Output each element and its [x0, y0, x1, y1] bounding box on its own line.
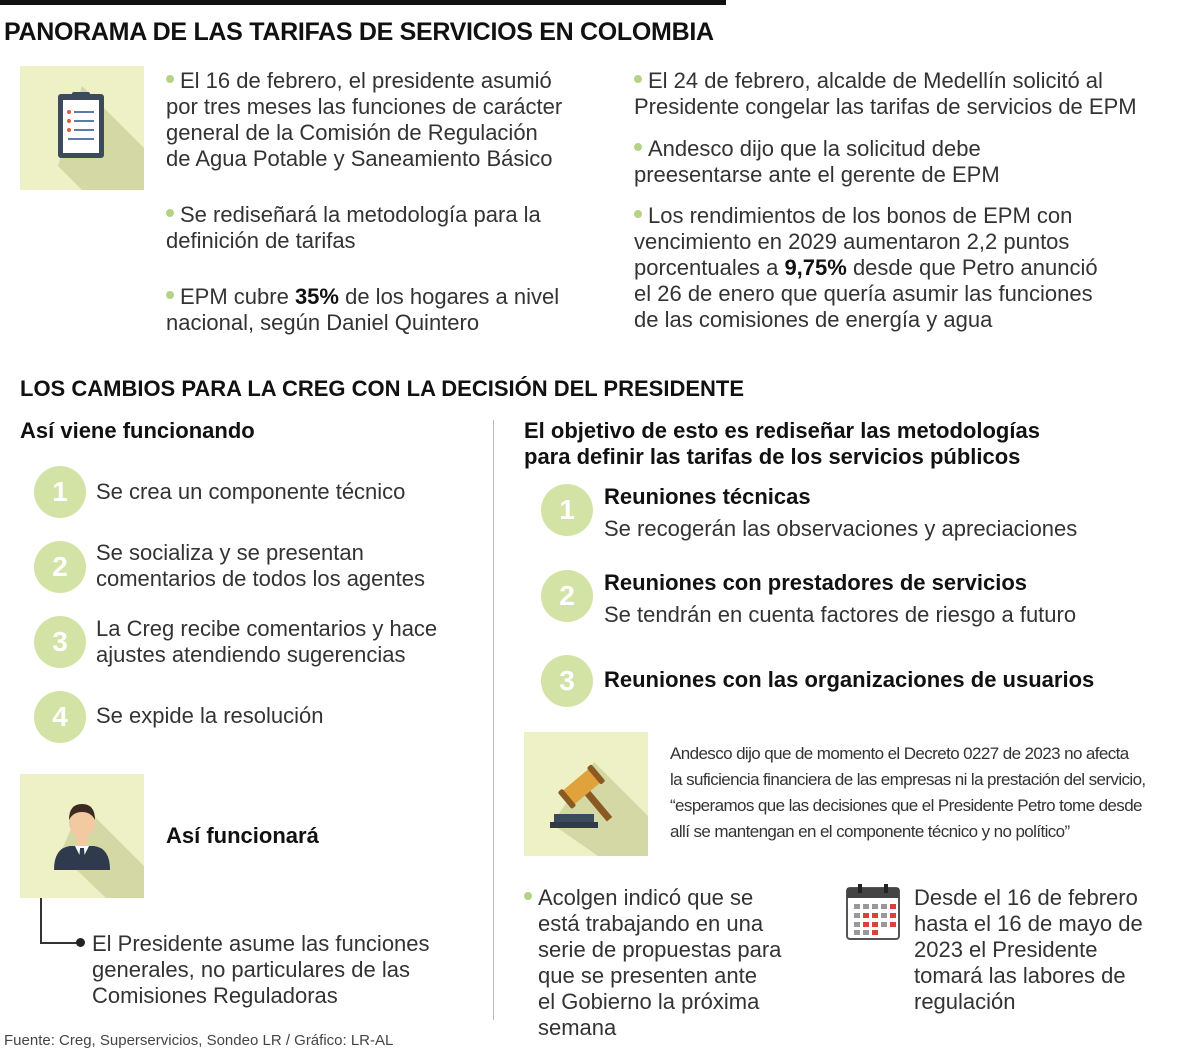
calendar-icon [846, 884, 900, 940]
step-number: 2 [541, 570, 593, 622]
clipboard-icon-box [20, 66, 144, 190]
left-step-1: Se crea un componente técnico [96, 479, 406, 504]
calendar-note: Desde el 16 de febrero hasta el 16 de mayo de 2023 el Presidente tomará las labores de regulación [914, 885, 1143, 1014]
step-number: 3 [541, 655, 593, 707]
gavel-icon-box [524, 732, 648, 856]
acolgen-bullet: Acolgen indicó que se está trabajando en una serie de propuestas para que se presenten ante el Gobierno la próxima semana [524, 885, 781, 1041]
left-step-2: Se socializa y se presentan comentarios de todos los agentes [96, 540, 425, 591]
left-step-3: La Creg recibe comentarios y hace ajustes atendiendo sugerencias [96, 616, 438, 667]
panorama-bullet-1: El 16 de febrero, el presidente asumió por tres meses las funciones de carácter general de la Comisión de Regulación de Agua Potable y Saneamiento Básico [166, 68, 563, 171]
bullet-dot [166, 291, 174, 299]
bullet-dot [166, 209, 174, 217]
andesco-quote: Andesco dijo que de momento el Decreto 0227 de 2023 no afecta la suficiencia financiera de las empresas ni la prestación del servicio, “esperamos que las decisiones que el Presidente Petro tome desde allí se mantengan en el componente técnico y no político” [670, 744, 1146, 841]
bullet-dot [634, 143, 642, 151]
right-step-1: Reuniones técnicas Se recogerán las observaciones y apreciaciones [604, 484, 1078, 541]
panorama-bullet-6: Los rendimientos de los bonos de EPM con vencimiento en 2029 aumentaron 2,2 puntos porcentuales a 9,75% desde que Petro anunció el 26 de enero que quería asumir las funciones de las comisiones de energía y agua [634, 203, 1098, 332]
left-column-heading: Así viene funcionando [20, 418, 255, 443]
calendar-icon-wrap [846, 884, 900, 940]
right-step-2: Reuniones con prestadores de servicios Se tendrán en cuenta factores de riesgo a futuro [604, 570, 1077, 627]
left-step-4: Se expide la resolución [96, 703, 324, 728]
bullet-dot [166, 75, 174, 83]
step-number: 2 [34, 541, 86, 593]
column-divider [493, 420, 494, 1020]
connector-dot [76, 938, 85, 947]
panorama-bullet-5: Andesco dijo que la solicitud debe preesentarse ante el gerente de EPM [634, 136, 1000, 187]
step-number: 1 [34, 466, 86, 518]
right-column-heading: El objetivo de esto es rediseñar las metodologías para definir las tarifas de los servicios públicos [524, 418, 1040, 469]
panorama-bullet-3: EPM cubre 35% de los hogares a nivel nacional, según Daniel Quintero [166, 284, 560, 335]
step-number: 4 [34, 691, 86, 743]
gavel-icon [524, 732, 648, 856]
future-label: Así funcionará [166, 823, 319, 848]
section-title: LOS CAMBIOS PARA LA CREG CON LA DECISIÓN DEL PRESIDENTE [20, 376, 745, 401]
bullet-dot [634, 210, 642, 218]
step-number: 1 [541, 484, 593, 536]
connector-horizontal [40, 942, 78, 944]
right-step-3: Reuniones con las organizaciones de usuarios [604, 667, 1095, 692]
president-icon-box [20, 774, 144, 898]
future-note: El Presidente asume las funciones generales, no particulares de las Comisiones Reguladoras [92, 931, 430, 1008]
businessman-icon [20, 774, 144, 898]
panorama-bullet-4: El 24 de febrero, alcalde de Medellín solicitó al Presidente congelar las tarifas de servicios de EPM [634, 68, 1137, 119]
panorama-bullet-2: Se rediseñará la metodología para la definición de tarifas [166, 202, 541, 253]
connector-vertical [40, 898, 42, 944]
source-credit: Fuente: Creg, Superservicios, Sondeo LR / Gráfico: LR-AL [4, 1032, 394, 1049]
clipboard-icon [20, 66, 144, 190]
bullet-dot [524, 892, 532, 900]
top-rule [0, 0, 726, 5]
page-title: PANORAMA DE LAS TARIFAS DE SERVICIOS EN COLOMBIA [4, 18, 714, 46]
bullet-dot [634, 75, 642, 83]
step-number: 3 [34, 616, 86, 668]
